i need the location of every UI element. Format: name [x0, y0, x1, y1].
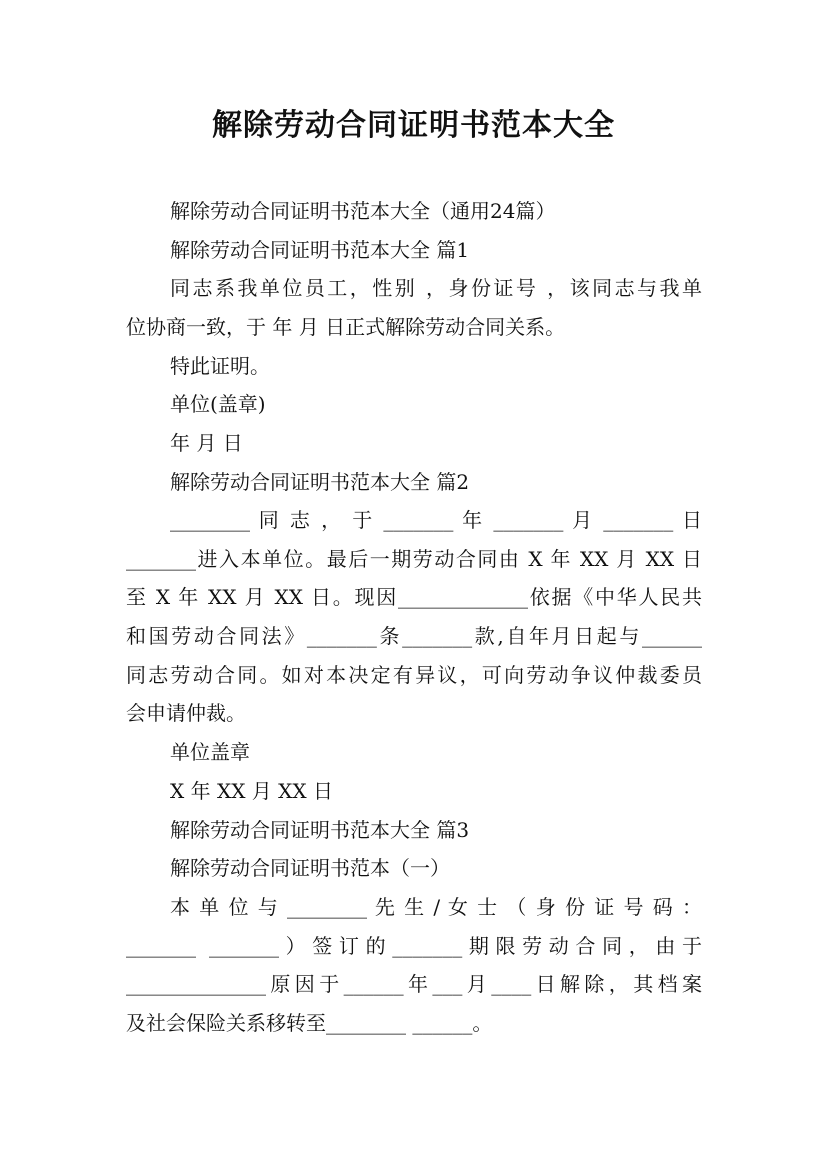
document-title: 解除劳动合同证明书范本大全 — [212, 108, 615, 143]
paragraph-line: ________ 同 志 ， 于 _______ 年 _______ 月 _______ 日 — [170, 508, 702, 532]
paragraph-line: 本 单 位 与 ________ 先 生 / 女 士 （ 身 份 证 号 码 ： — [170, 895, 702, 919]
section-heading-1: 解除劳动合同证明书范本大全 篇1 — [170, 238, 470, 262]
paragraph-line: 和国劳动合同法》_______条_______款,自年月日起与______ — [126, 624, 702, 648]
paragraph-line: 年 月 日 — [170, 431, 243, 455]
paragraph-line: X 年 XX 月 XX 日 — [170, 779, 333, 803]
paragraph-line: _______进入本单位。最后一期劳动合同由 X 年 XX 月 XX 日 — [126, 547, 702, 571]
paragraph-line: 单位盖章 — [170, 740, 250, 764]
section-heading-3: 解除劳动合同证明书范本大全 篇3 — [170, 818, 470, 842]
paragraph-line: 及社会保险关系移转至________ ______。 — [126, 1011, 493, 1035]
paragraph-line: 会申请仲裁。 — [126, 701, 246, 725]
paragraph-line: ______________原因于______年___月____日解除，其档案 — [126, 972, 702, 996]
paragraph-line: 特此证明。 — [170, 354, 270, 378]
subtitle-line: 解除劳动合同证明书范本大全（通用24篇） — [170, 199, 556, 223]
paragraph-line: 同志劳动合同。如对本决定有异议，可向劳动争议仲裁委员 — [126, 663, 702, 687]
paragraph-line: 同志系我单位员工，性别 ，身份证号 ，该同志与我单 — [170, 276, 702, 300]
paragraph-line: 解除劳动合同证明书范本（一） — [170, 856, 450, 880]
paragraph-line: 位协商一致，于 年 月 日正式解除劳动合同关系。 — [126, 315, 566, 339]
section-heading-2: 解除劳动合同证明书范本大全 篇2 — [170, 470, 470, 494]
paragraph-line: 单位(盖章) — [170, 392, 266, 416]
paragraph-line: _______ _______）签订的_______期限劳动合同，由于 — [126, 934, 702, 958]
paragraph-line: 至 X 年 XX 月 XX 日。现因_____________依据《中华人民共 — [126, 585, 702, 609]
